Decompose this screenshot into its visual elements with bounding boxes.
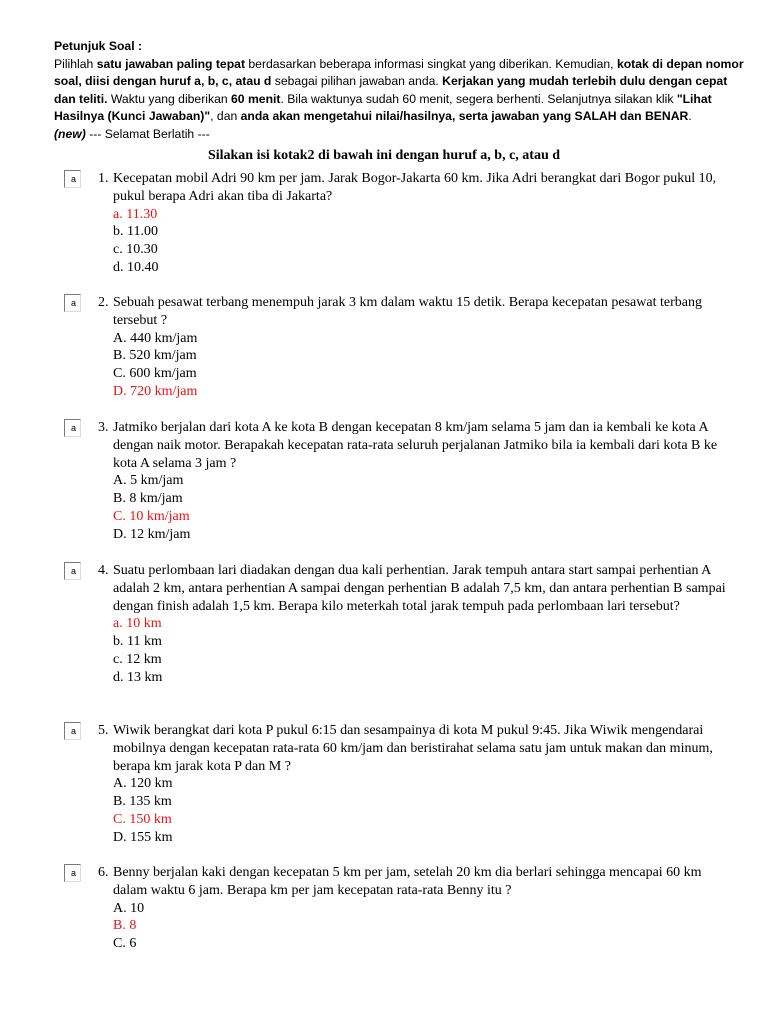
option-c: c. 12 km xyxy=(113,651,162,667)
option-c: C. 6 xyxy=(113,936,137,952)
question-number: 6. xyxy=(98,865,109,880)
question-number: 5. xyxy=(98,723,109,738)
question-number: 3. xyxy=(98,420,109,435)
question-text: Benny berjalan kaki dengan kecepatan 5 km per jam, setelah 20 km dia berlari sehingga mencapai 60 km dalam waktu 6 jam. Berapa km per jam kecepatan rata-rata Benny itu ? xyxy=(113,865,702,898)
answer-box-2[interactable]: a xyxy=(64,294,81,312)
option-d: d. 10.40 xyxy=(113,259,159,275)
option-a: A. 120 km xyxy=(113,776,173,792)
option-d: D. 12 km/jam xyxy=(113,526,191,542)
option-a: a. 10 km xyxy=(113,616,162,632)
option-a: A. 10 xyxy=(113,900,145,916)
answer-box-4[interactable]: a xyxy=(64,562,81,580)
option-c: C. 600 km/jam xyxy=(113,366,197,382)
answer-box-5[interactable]: a xyxy=(64,722,81,740)
option-a: A. 5 km/jam xyxy=(113,473,184,489)
question-number: 2. xyxy=(98,295,109,310)
question-text: Suatu perlombaan lari diadakan dengan dua kali perhentian. Jarak tempuh antara start sampai perhentian A adalah 2 km, antara perhentian A sampai dengan perhentian B adalah 7,5 km, dan antara perhentian B sampai dengan finish adalah 1,5 km. Berapa kilo meterkah total jarak tempuh pada perlombaan lari tersebut? xyxy=(113,563,726,614)
option-b: b. 11 km xyxy=(113,634,162,650)
option-b: b. 11.00 xyxy=(113,224,158,240)
option-d: D. 155 km xyxy=(113,829,173,845)
option-a: a. 11.30 xyxy=(113,206,158,222)
instructions-body: Pilihlah satu jawaban paling tepat berdasarkan beberapa informasi singkat yang diberikan. Kemudian, kotak di depan nomor soal, diisi dengan huruf a, b, c, atau d sebagai pilihan jawaban anda. Kerjakan yang mudah terlebih dulu dengan cepat dan teliti. Waktu yang diberikan 60 menit. Bila waktunya sudah 60 menit, segera berhenti. Selanjutnya silakan klik "Lihat Hasilnya (Kunci Jawaban)", dan anda akan mengetahui nilai/hasilnya, serta jawaban yang SALAH dan BENAR. (new) --- Selamat Berlatih --- xyxy=(54,56,744,141)
option-b: B. 520 km/jam xyxy=(113,348,197,364)
instructions-heading: Petunjuk Soal : xyxy=(54,39,143,53)
question-text: Wiwik berangkat dari kota P pukul 6:15 dan sesampainya di kota M pukul 9:45. Jika Wiwik mengendarai mobilnya dengan kecepatan rata-rata 60 km/jam dan beristirahat selama satu jam untuk makan dan minum, berapa km jarak kota P dan M ? xyxy=(113,723,713,774)
answer-box-1[interactable]: a xyxy=(64,170,81,188)
answer-box-6[interactable]: a xyxy=(64,864,81,882)
quiz-title: Silakan isi kotak2 di bawah ini dengan huruf a, b, c, atau d xyxy=(207,148,561,163)
question-text: Jatmiko berjalan dari kota A ke kota B dengan kecepatan 8 km/jam selama 5 jam dan ia kembali ke kota A dengan naik motor. Berapakah kecepatan rata-rata seluruh perjalanan Jatmiko bila ia kembali dari kota B ke kota A selama 3 jam ? xyxy=(113,420,718,471)
option-b: B. 8 xyxy=(113,918,137,934)
instructions xyxy=(54,38,744,144)
option-d: d. 13 km xyxy=(113,669,163,685)
question-text: Kecepatan mobil Adri 90 km per jam. Jarak Bogor-Jakarta 60 km. Jika Adri berangkat dari Bogor pukul 10, pukul berapa Adri akan tiba di Jakarta? xyxy=(113,171,717,204)
option-c: C. 10 km/jam xyxy=(113,508,190,524)
option-b: B. 8 km/jam xyxy=(113,491,183,507)
answer-box-3[interactable]: a xyxy=(64,419,81,437)
option-d: D. 720 km/jam xyxy=(113,383,198,399)
option-c: c. 10.30 xyxy=(113,242,158,258)
question-number: 4. xyxy=(98,563,109,578)
option-a: A. 440 km/jam xyxy=(113,330,198,346)
option-c: C. 150 km xyxy=(113,811,172,827)
question-text: Sebuah pesawat terbang menempuh jarak 3 km dalam waktu 15 detik. Berapa kecepatan pesawat terbang tersebut ? xyxy=(113,295,702,328)
option-b: B. 135 km xyxy=(113,794,172,810)
question-number: 1. xyxy=(98,171,109,186)
